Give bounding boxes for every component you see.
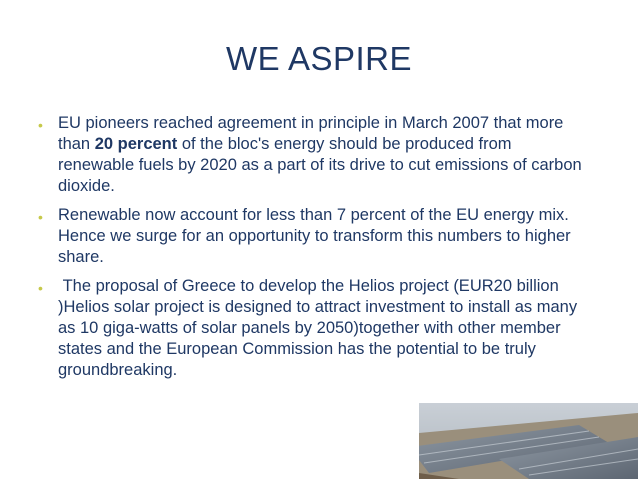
bullet-item (38, 276, 583, 381)
bullet-dot-icon: • (38, 209, 43, 225)
solar-panels-photo (419, 403, 638, 479)
bullet-item (38, 113, 583, 197)
bold-highlight: 20 percent (94, 135, 178, 153)
bullet-item (38, 205, 583, 268)
bullet-dot-icon: • (38, 280, 43, 296)
bullet-text: EU pioneers reached agreement in principle in March 2007 that more than 20 percent of the bloc's energy should be produced from renewable fuels by 2020 as a part of its drive to cut emissions of carbon dioxide. (58, 114, 582, 195)
bullet-dot-icon: • (38, 117, 43, 133)
slide-title: WE ASPIRE (225, 40, 413, 77)
bullet-text: The proposal of Greece to develop the Helios project (EUR20 billion )Helios solar project is designed to attract investment to install as many as 10 giga-watts of solar panels by 2050)together with other member states and the European Commission has the potential to be truly groundbreaking. (58, 277, 582, 379)
bullet-list (38, 113, 583, 389)
bullet-text: Renewable now account for less than 7 percent of the EU energy mix. Hence we surge for an opportunity to transform this numbers to higher share. (58, 206, 571, 266)
